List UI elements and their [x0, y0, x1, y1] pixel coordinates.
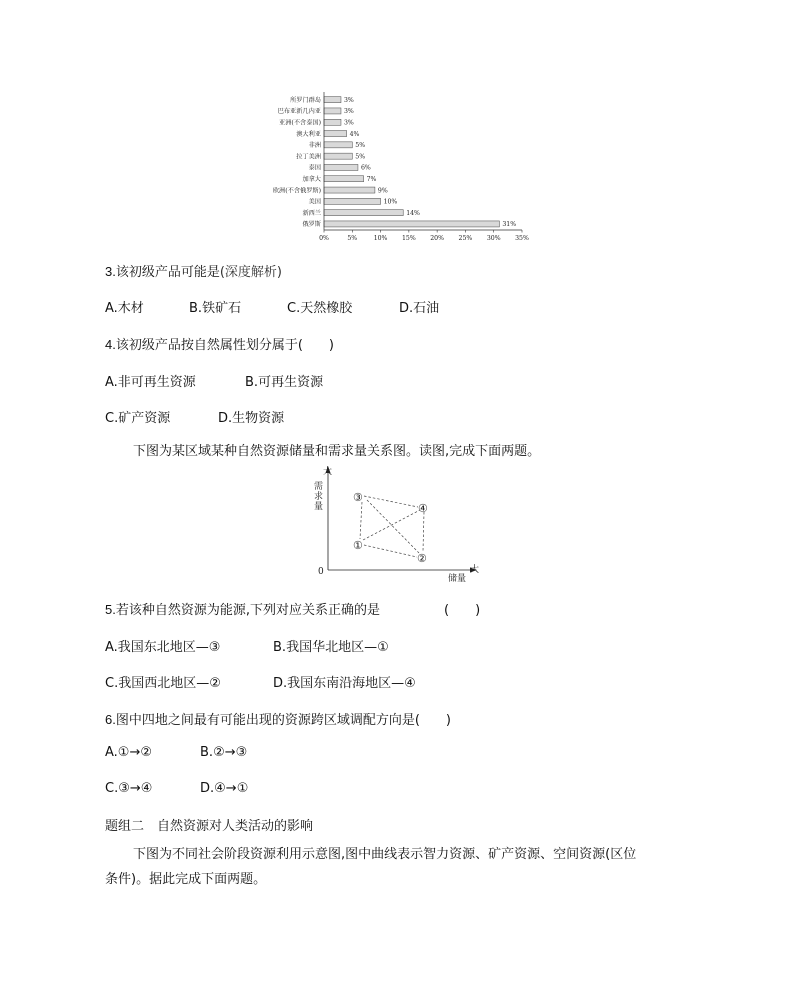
question-text: 该初级产品按自然属性划分属于( ) — [115, 338, 334, 353]
option-text: ③→④ — [118, 781, 153, 796]
question-text: 该初级产品可能是 — [115, 265, 220, 280]
chart-value-label: 3% — [343, 108, 354, 116]
chart-category-label: 俄罗斯 — [302, 221, 321, 229]
chart-category-label: 加拿大 — [302, 175, 321, 183]
chart-value-label: 4% — [349, 130, 360, 138]
option-letter: B. — [273, 640, 287, 655]
option-text: 我国东南沿海地区—④ — [287, 676, 416, 691]
option-letter: C. — [105, 411, 119, 426]
chart-category-labels — [273, 96, 322, 228]
point-3: ③ — [353, 491, 363, 504]
chart-x-tick-label: 35% — [515, 235, 529, 242]
q3-option-d[interactable] — [399, 297, 439, 316]
question-number: 6. — [105, 712, 116, 727]
question-5-answer-paren[interactable]: ( ) — [444, 603, 481, 618]
chart-x-tick-label: 20% — [430, 235, 445, 242]
chart-bar — [324, 164, 358, 170]
reserve-demand-diagram — [305, 462, 485, 584]
option-letter: D. — [218, 411, 233, 426]
intro-paragraph-3-line-1: 下图为不同社会阶段资源利用示意图,图中曲线表示智力资源、矿产资源、空间资源(区位 — [133, 847, 637, 862]
q6-option-a[interactable] — [105, 745, 152, 760]
chart-category-label: 欧洲(不含俄罗斯) — [272, 187, 321, 195]
option-letter: A. — [105, 640, 118, 655]
q4-option-d[interactable] — [218, 407, 284, 426]
option-text: 我国华北地区—① — [286, 640, 389, 655]
q6-option-b[interactable] — [200, 745, 247, 760]
intro-paragraph-3-line-2: 条件)。据此完成下面两题。 — [105, 872, 267, 887]
option-text: 生物资源 — [232, 411, 285, 426]
question-number: 5. — [105, 602, 116, 617]
option-text: 石油 — [413, 301, 440, 316]
chart-category-label: 巴布亚新几内亚 — [277, 108, 321, 116]
chart-bar — [324, 221, 499, 227]
line-3-4 — [364, 496, 418, 507]
chart-value-label: 31% — [502, 221, 517, 229]
diagram-y-top-label: 大 — [323, 467, 333, 477]
chart-x-tick-label: 25% — [458, 235, 473, 242]
section-2-title: 题组二 自然资源对人类活动的影响 — [105, 819, 314, 834]
q3-option-a[interactable] — [105, 297, 144, 316]
chart-bar — [324, 119, 341, 125]
chart-bar — [324, 131, 347, 137]
chart-bar — [324, 108, 341, 114]
option-letter: B. — [200, 745, 214, 760]
question-5-stem — [105, 599, 380, 618]
chart-category-label: 拉丁美洲 — [296, 153, 321, 161]
option-letter: A. — [105, 745, 118, 760]
question-note: (深度解析) — [219, 265, 283, 280]
point-2: ② — [417, 552, 427, 565]
chart-category-label: 美国 — [308, 198, 321, 206]
chart-bar — [324, 210, 403, 216]
line-3-1 — [360, 502, 362, 539]
line-3-2 — [367, 500, 419, 553]
line-1-4 — [363, 510, 420, 540]
option-letter: A. — [105, 375, 118, 390]
option-letter: B. — [245, 375, 259, 390]
chart-value-label: 10% — [383, 198, 398, 206]
chart-value-label: 3% — [343, 96, 354, 104]
question-4-stem — [105, 334, 334, 353]
q5-option-b[interactable] — [273, 636, 389, 655]
option-letter: D. — [399, 301, 414, 316]
option-letter: D. — [200, 781, 215, 796]
chart-x-ticks — [319, 230, 529, 242]
q6-option-c[interactable] — [105, 781, 152, 796]
chart-value-label: 14% — [406, 209, 420, 217]
chart-value-label: 9% — [377, 187, 388, 195]
option-letter: B. — [189, 301, 203, 316]
question-text: 图中四地之间最有可能出现的资源跨区域调配方向是( ) — [115, 713, 451, 728]
chart-x-tick-label: 15% — [401, 235, 416, 242]
q5-option-d[interactable] — [273, 672, 416, 691]
question-3-stem — [105, 261, 282, 280]
line-1-2 — [364, 545, 417, 557]
chart-value-label: 5% — [355, 153, 366, 161]
q4-option-a[interactable] — [105, 371, 196, 390]
question-number: 4. — [105, 337, 116, 352]
point-1: ① — [353, 539, 363, 552]
chart-category-label: 非洲 — [308, 142, 321, 150]
diagram-origin-label: 0 — [318, 567, 324, 577]
q5-option-a[interactable] — [105, 636, 220, 655]
option-text: 木材 — [117, 301, 144, 316]
chart-bar — [324, 153, 352, 159]
q5-option-c[interactable] — [105, 672, 221, 691]
export-bar-chart — [260, 88, 540, 248]
option-text: 铁矿石 — [202, 301, 242, 316]
chart-bar — [324, 97, 341, 103]
chart-x-tick-label: 5% — [347, 235, 358, 242]
q3-option-b[interactable] — [189, 297, 241, 316]
chart-x-tick-label: 30% — [486, 235, 501, 242]
chart-value-label: 5% — [355, 142, 366, 150]
question-6-stem — [105, 709, 451, 728]
option-text: 天然橡胶 — [300, 301, 353, 316]
q3-option-c[interactable] — [287, 297, 352, 316]
option-text: 我国东北地区—③ — [117, 640, 221, 655]
option-text: 我国西北地区—② — [118, 676, 221, 691]
chart-x-tick-label: 0% — [319, 235, 329, 242]
chart-value-label: 6% — [360, 164, 371, 172]
option-letter: D. — [273, 676, 288, 691]
q4-option-c[interactable] — [105, 407, 170, 426]
option-letter: C. — [287, 301, 301, 316]
chart-category-label: 亚洲(不含泰国) — [279, 119, 321, 127]
option-text: 可再生资源 — [258, 375, 324, 390]
chart-bar — [324, 142, 352, 148]
chart-value-label: 7% — [366, 175, 377, 183]
diagram-x-label: 储量 — [448, 574, 467, 584]
option-text: ②→③ — [213, 745, 248, 760]
chart-bar — [324, 198, 381, 204]
diagram-y-label-1: 需 — [314, 482, 324, 492]
diagram-x-right-label: 大 — [470, 565, 480, 575]
question-text: 若该种自然资源为能源,下列对应关系正确的是 — [115, 603, 380, 618]
chart-category-label: 泰国 — [308, 164, 321, 172]
point-4: ④ — [418, 502, 428, 515]
q4-option-b[interactable] — [245, 371, 323, 390]
chart-bar — [324, 187, 375, 193]
line-4-2 — [423, 512, 424, 551]
chart-x-tick-label: 10% — [373, 235, 388, 242]
diagram-y-label-2: 求 — [314, 492, 324, 502]
chart-category-label: 所罗门群岛 — [290, 96, 321, 104]
option-text: 矿产资源 — [118, 411, 171, 426]
q6-option-d[interactable] — [200, 781, 248, 796]
option-text: ④→① — [214, 781, 249, 796]
option-text: ①→② — [117, 745, 152, 760]
chart-category-label: 新西兰 — [302, 209, 321, 217]
diagram-dashed-lines — [360, 496, 424, 557]
chart-bars — [324, 97, 499, 227]
option-letter: C. — [105, 676, 119, 691]
option-text: 非可再生资源 — [117, 375, 196, 390]
chart-category-label: 澳大利亚 — [296, 130, 321, 138]
chart-value-labels — [344, 97, 516, 228]
option-letter: C. — [105, 781, 119, 796]
chart-bar — [324, 176, 364, 182]
diagram-y-label-3: 量 — [314, 502, 324, 512]
question-number: 3. — [105, 264, 116, 279]
chart-value-label: 3% — [343, 119, 354, 127]
intro-paragraph-2: 下图为某区域某种自然资源储量和需求量关系图。读图,完成下面两题。 — [133, 444, 541, 459]
option-letter: A. — [105, 301, 118, 316]
